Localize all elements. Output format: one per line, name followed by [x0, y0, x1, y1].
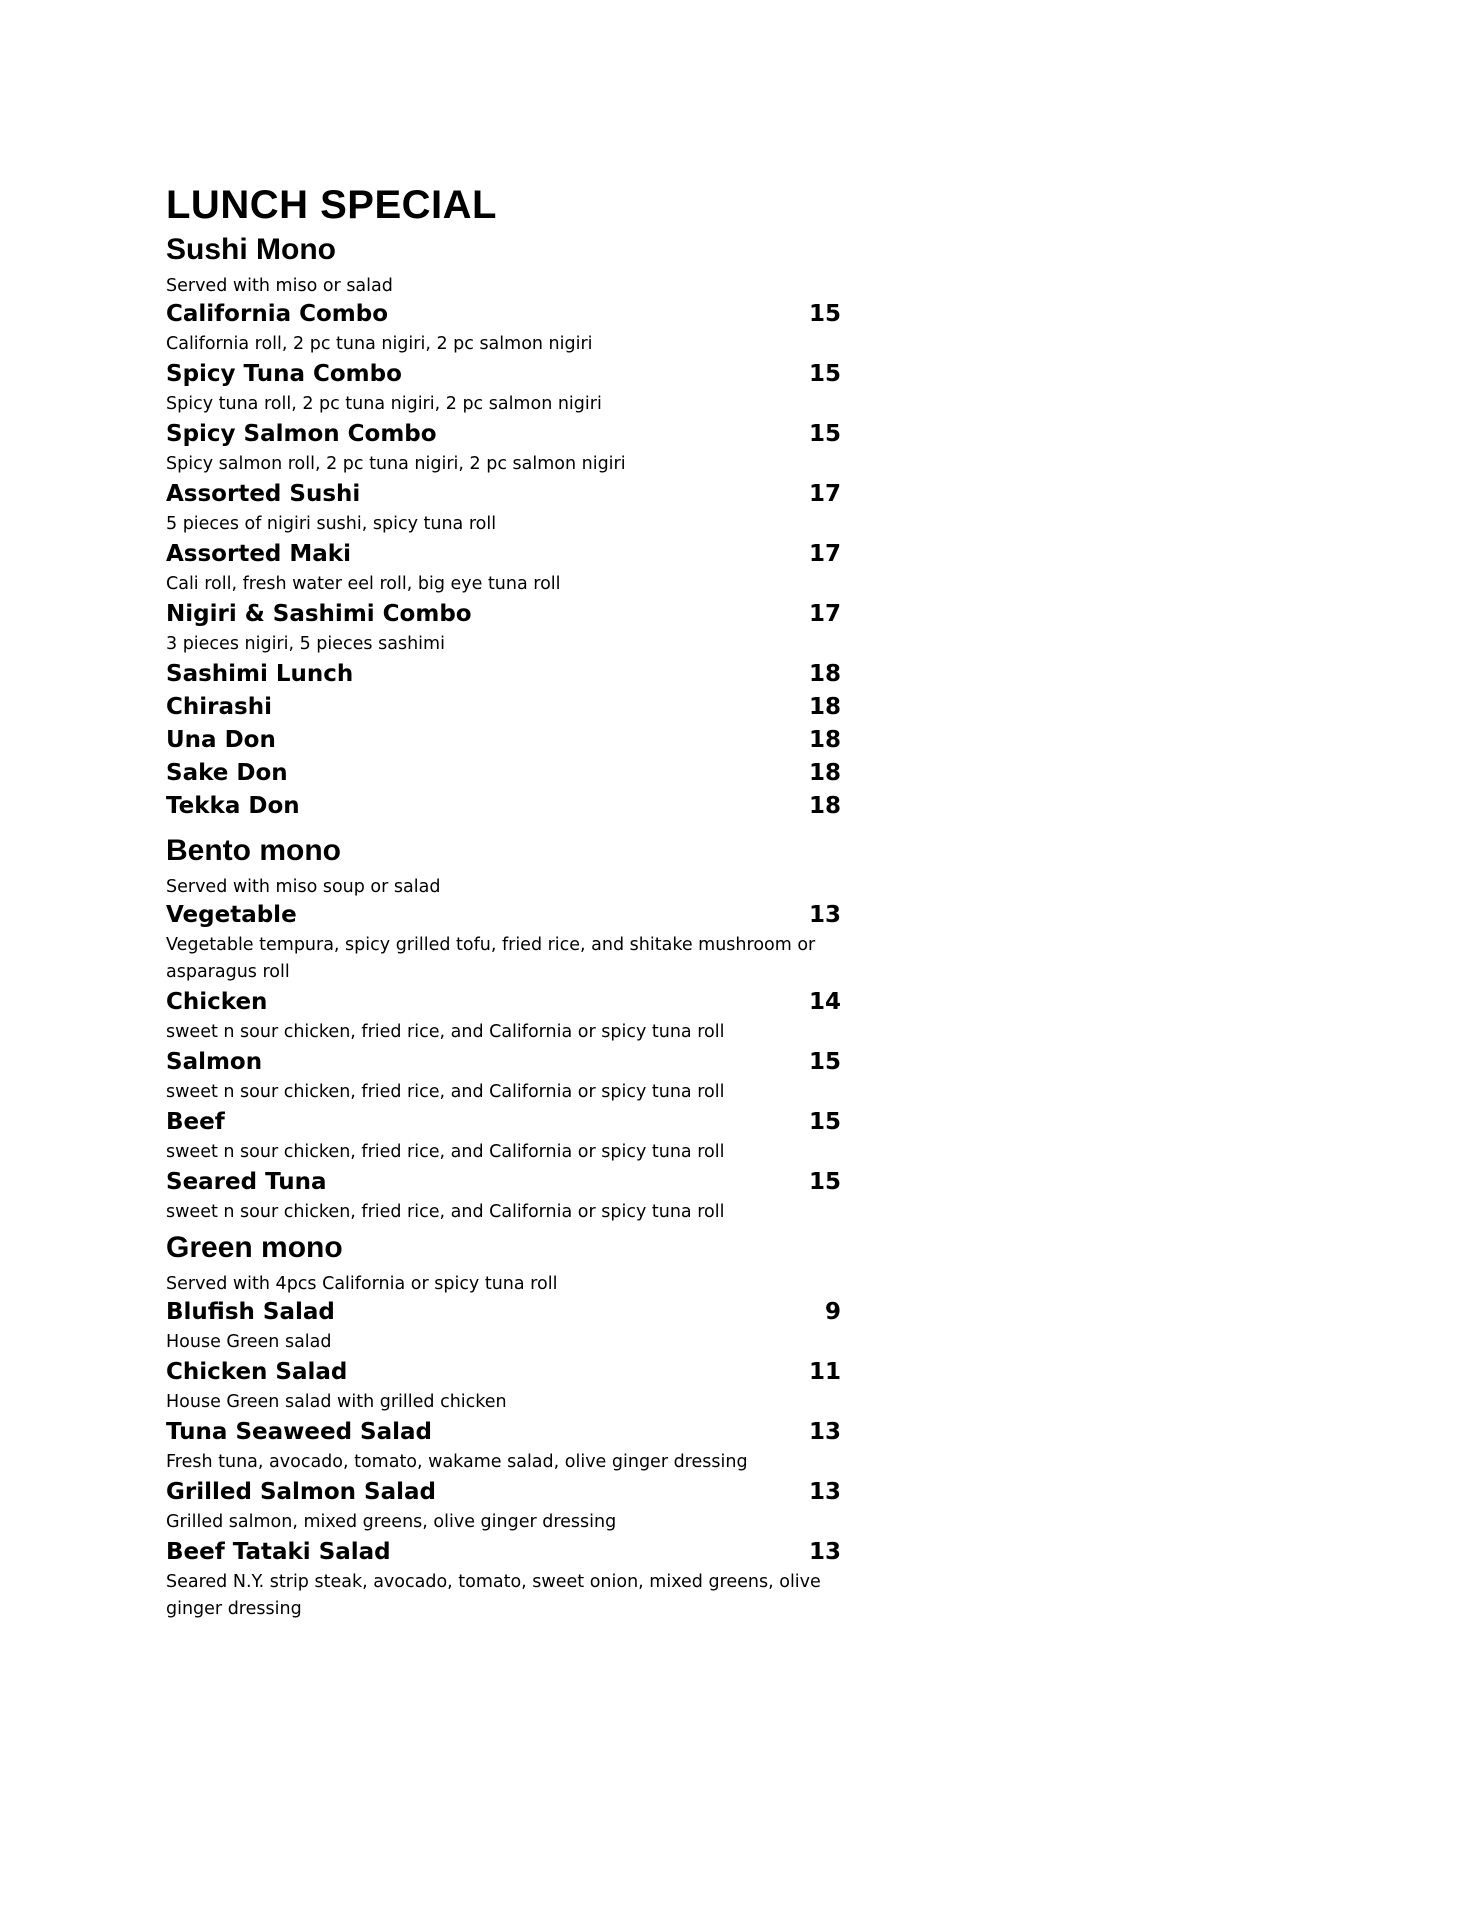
item-price: 18 [808, 694, 841, 720]
item-name: Tuna Seaweed Salad [166, 1419, 432, 1445]
item-description: Cali roll, fresh water eel roll, big eye tuna roll [166, 574, 561, 594]
item-description: Vegetable tempura, spicy grilled tofu, fried rice, and shitake mushroom or asparagus roll [166, 935, 816, 982]
item-name: Assorted Maki [166, 541, 351, 567]
item-description: Grilled salmon, mixed greens, olive ginger dressing [166, 1512, 617, 1532]
item-name: Sake Don [166, 760, 288, 786]
item-price: 15 [808, 1109, 841, 1135]
item-name: Vegetable [166, 902, 297, 928]
menu-item-grilled-salmon-salad [166, 1476, 846, 1509]
menu-item-nigiri-and-sashimi-combo [166, 598, 846, 631]
menu-item-sashimi-lunch [166, 658, 846, 691]
item-description: House Green salad [166, 1332, 332, 1352]
item-price: 17 [808, 601, 841, 627]
section-bento-mono [166, 831, 846, 1226]
item-description: California roll, 2 pc tuna nigiri, 2 pc salmon nigiri [166, 334, 593, 354]
item-name: Grilled Salmon Salad [166, 1479, 437, 1505]
item-description: Fresh tuna, avocado, tomato, wakame salad, olive ginger dressing [166, 1452, 748, 1472]
menu-item-chicken [166, 986, 846, 1019]
item-price: 18 [808, 661, 841, 687]
menu-item-beef [166, 1106, 846, 1139]
menu-item-california-combo [166, 298, 846, 331]
item-price: 15 [808, 301, 841, 327]
item-name: Una Don [166, 727, 276, 753]
item-name: Chirashi [166, 694, 272, 720]
item-price: 15 [808, 361, 841, 387]
item-price: 14 [808, 989, 841, 1015]
item-description: sweet n sour chicken, fried rice, and California or spicy tuna roll [166, 1142, 725, 1162]
menu-sections [166, 230, 846, 1623]
item-name: Assorted Sushi [166, 481, 361, 507]
menu-item-spicy-tuna-combo [166, 358, 846, 391]
section-green-mono [166, 1228, 846, 1623]
section-title: Green mono [166, 1231, 343, 1264]
section-title: Bento mono [166, 834, 341, 867]
item-price: 11 [808, 1359, 841, 1385]
menu-item-vegetable [166, 899, 846, 932]
item-price: 13 [808, 1539, 841, 1565]
item-name: Chicken [166, 989, 268, 1015]
item-name: California Combo [166, 301, 389, 327]
item-description: Spicy salmon roll, 2 pc tuna nigiri, 2 pc salmon nigiri [166, 454, 626, 474]
item-description: sweet n sour chicken, fried rice, and California or spicy tuna roll [166, 1202, 725, 1222]
section-sushi-mono [166, 230, 846, 823]
item-price: 13 [808, 902, 841, 928]
menu-item-una-don [166, 724, 846, 757]
item-description: 5 pieces of nigiri sushi, spicy tuna roll [166, 514, 497, 534]
item-name: Beef Tataki Salad [166, 1539, 391, 1565]
section-subtitle: Served with miso soup or salad [166, 877, 441, 897]
menu-item-chirashi [166, 691, 846, 724]
menu-item-assorted-maki [166, 538, 846, 571]
menu-title: LUNCH SPECIAL [166, 183, 497, 227]
item-price: 13 [808, 1419, 841, 1445]
item-description: sweet n sour chicken, fried rice, and California or spicy tuna roll [166, 1022, 725, 1042]
item-price: 17 [808, 541, 841, 567]
item-price: 18 [808, 727, 841, 753]
item-name: Blufish Salad [166, 1299, 335, 1325]
section-title: Sushi Mono [166, 233, 336, 266]
menu-item-beef-tataki-salad [166, 1536, 846, 1569]
item-name: Tekka Don [166, 793, 300, 819]
item-description: Spicy tuna roll, 2 pc tuna nigiri, 2 pc salmon nigiri [166, 394, 602, 414]
item-description: House Green salad with grilled chicken [166, 1392, 507, 1412]
item-name: Sashimi Lunch [166, 661, 354, 687]
item-name: Spicy Tuna Combo [166, 361, 402, 387]
menu-item-tuna-seaweed-salad [166, 1416, 846, 1449]
item-name: Seared Tuna [166, 1169, 327, 1195]
menu-item-tekka-don [166, 790, 846, 823]
menu-item-sake-don [166, 757, 846, 790]
item-name: Nigiri & Sashimi Combo [166, 601, 472, 627]
menu-item-spicy-salmon-combo [166, 418, 846, 451]
item-description: sweet n sour chicken, fried rice, and California or spicy tuna roll [166, 1082, 725, 1102]
item-name: Beef [166, 1109, 225, 1135]
item-description: Seared N.Y. strip steak, avocado, tomato, sweet onion, mixed greens, olive ginger dressing [166, 1572, 821, 1619]
menu-page [166, 180, 846, 1623]
section-subtitle: Served with 4pcs California or spicy tuna roll [166, 1274, 558, 1294]
item-name: Chicken Salad [166, 1359, 348, 1385]
menu-item-blufish-salad [166, 1296, 846, 1329]
menu-item-assorted-sushi [166, 478, 846, 511]
item-name: Salmon [166, 1049, 263, 1075]
item-price: 15 [808, 1049, 841, 1075]
item-price: 18 [808, 760, 841, 786]
item-price: 9 [824, 1299, 841, 1325]
item-name: Spicy Salmon Combo [166, 421, 437, 447]
menu-item-chicken-salad [166, 1356, 846, 1389]
section-subtitle: Served with miso or salad [166, 276, 393, 296]
item-price: 13 [808, 1479, 841, 1505]
item-price: 15 [808, 421, 841, 447]
item-price: 17 [808, 481, 841, 507]
item-price: 18 [808, 793, 841, 819]
menu-item-seared-tuna [166, 1166, 846, 1199]
item-description: 3 pieces nigiri, 5 pieces sashimi [166, 634, 445, 654]
item-price: 15 [808, 1169, 841, 1195]
menu-item-salmon [166, 1046, 846, 1079]
